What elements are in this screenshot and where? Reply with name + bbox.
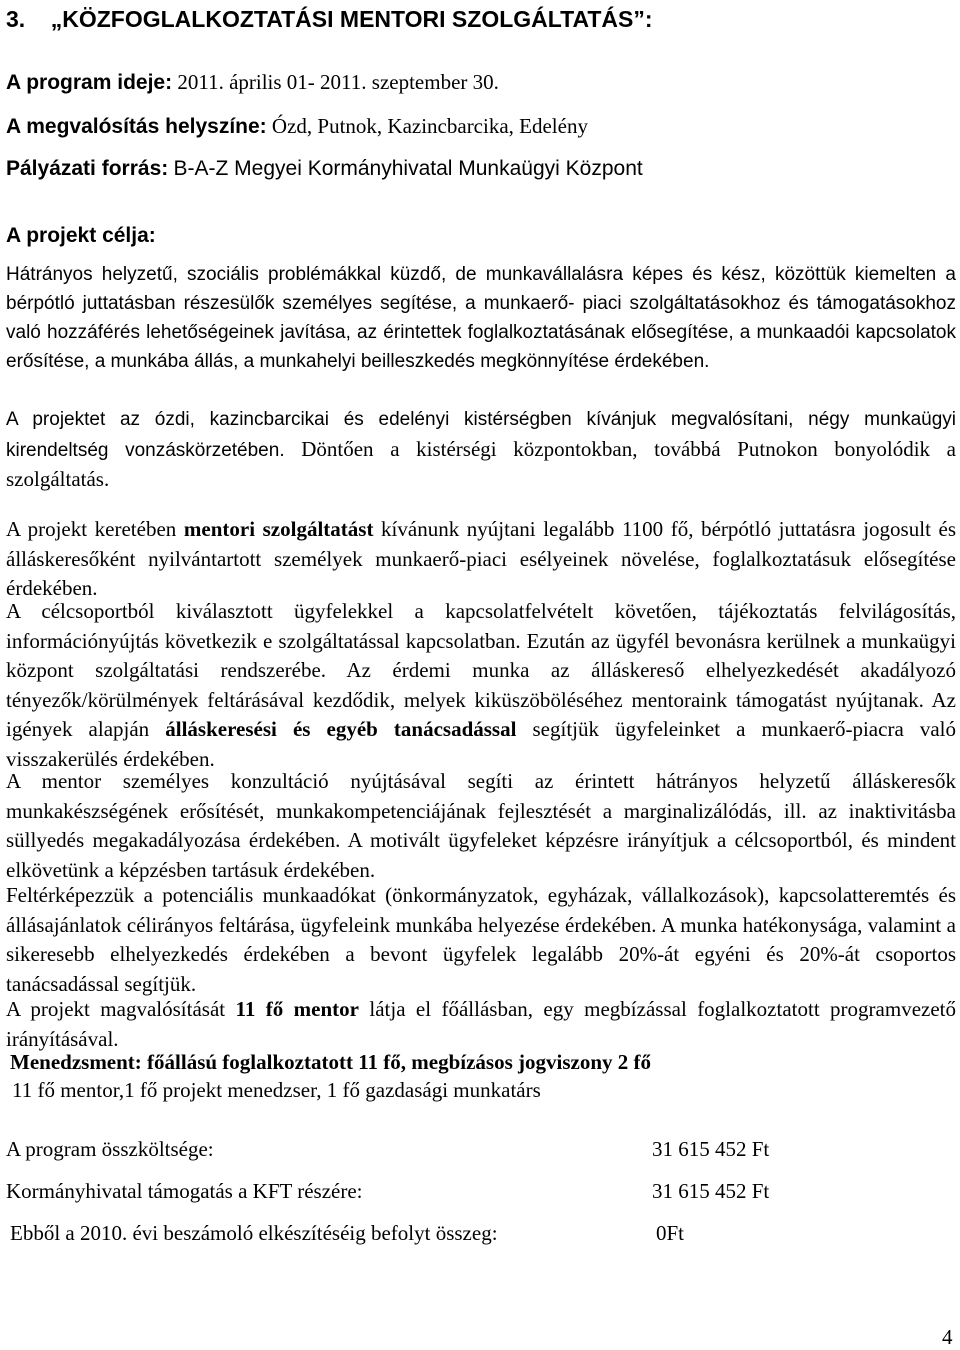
body-paragraph-4: Feltérképezzük a potenciális munkaadókat (önkormányzatok, egyházak, vállalkozások), kapcsolatteremtés és állásajánlatok célirányos feltárása, ügyfeleink munkába helyezése érdekében. A munka hatékonysága, valamint a sikeresebb elhelyezkedés érdekében a bevont ügyfelek legalább 20%-át egyéni és 20%-át csoportos tanácsadással segítjük. [6, 883, 956, 996]
body-paragraph-1 [6, 515, 956, 604]
management-line: Menedzsment: főállású foglalkoztatott 11 fő, megbízásos jogviszony 2 fő [10, 1050, 652, 1074]
goal-paragraph-2-a: A projektet az ózdi, kazincbarcikai és edelényi kistérségben kívánjuk megvalósítani, négy munkaügyi kirendeltség vonzáskörzetében. [6, 409, 956, 461]
funding-source-label: Pályázati forrás: [6, 157, 169, 180]
goal-heading: A projekt célja: [6, 224, 156, 247]
section-title [6, 6, 653, 33]
body-paragraph-3: A mentor személyes konzultáció nyújtásával segíti az érintett hátrányos helyzetű álláskeresők munkakészségének erősítését, munkakompetenciájának fejlesztését a marginalizálódás, ill. az inaktivitásba süllyedés megakadályozása érdekében. A motivált ügyfeleket képzésre irányítjuk a célcsoportból, és mindent elkövetünk a képzésben tartásuk érdekében. [6, 769, 956, 882]
program-duration-value: 2011. április 01- 2011. szeptember 30. [177, 70, 499, 94]
body-paragraph-1-c: kívánunk nyújtani legalább 1100 fő, bérpótló juttatásra jogosult és álláskeresőként nyilvántartott személyek munkaerő-piaci esélyeinek növelése, foglalkoztatásuk elősegítése érdekében. [6, 517, 956, 600]
program-duration-label: A program ideje: [6, 71, 173, 94]
goal-paragraph-2 [6, 404, 956, 495]
body-paragraph-5-bold: 11 fő mentor [235, 997, 359, 1021]
body-paragraph-5-a: A projekt magvalósítását [6, 997, 236, 1021]
goal-paragraph-1: Hátrányos helyzetű, szociális problémákkal küzdő, de munkavállalásra képes és kész, közöttük kiemelten a bérpótló juttatásban részesülők személyes segítése, a munkaerő- piaci szolgáltatásokhoz és támogatásokhoz való hozzáférés lehetőségeinek javítása, az érintettek foglalkoztatásának elősegítése, a munkaadói kapcsolatok erősítése, a munkába állás, a munkahelyi beilleszkedés megkönnyítése érdekében. [6, 264, 956, 372]
funding-source [6, 156, 643, 181]
section-number: 3. [6, 6, 26, 32]
program-location [6, 114, 588, 139]
total-cost-value: 31 615 452 Ft [652, 1137, 770, 1161]
body-paragraph-1-bold: mentori szolgáltatást [183, 517, 374, 541]
funding-source-value: B-A-Z Megyei Kormányhivatal Munkaügyi Központ [173, 157, 643, 180]
section-title-text: „KÖZFOGLALKOZTATÁSI MENTORI SZOLGÁLTATÁS”: [50, 6, 653, 32]
body-paragraph-2-a: A célcsoportból kiválasztott ügyfelekkel a kapcsolatfelvételt követően, tájékoztatás felvilágosítás, információnyújtás következik e szolgáltatással kapcsolatban. Ezután az ügyfél bevonásra kerülnek a munkaügyi központ szolgáltatási rendszerébe. Az érdemi munka az álláskereső elhelyezkedését akadályozó tényezők/körülmények feltárásával kezdődik, melyek kiküszöböléséhez mentoraink támogatást nyújtanak. Az igények alapján [6, 599, 956, 741]
report-amount-label: Ebből a 2010. évi beszámoló elkészítéséig befolyt összeg: [10, 1221, 498, 1245]
body-paragraph-2 [6, 597, 956, 774]
support-label: Kormányhivatal támogatás a KFT részére: [6, 1179, 363, 1203]
body-paragraph-1-a: A projekt keretében [6, 517, 184, 541]
report-amount-value: 0Ft [656, 1221, 685, 1245]
body-paragraph-5 [6, 995, 956, 1054]
body-paragraph-2-bold: álláskeresési és egyéb tanácsadással [165, 717, 517, 741]
body-paragraph-2-c: segítjük ügyfeleinket a munkaerő-piacra való visszakerülés érdekében. [6, 717, 956, 771]
goal-paragraph-2-b: Döntően a kistérségi központokban, továbbá Putnokon bonyolódik a szolgáltatás. [6, 436, 956, 491]
support-value: 31 615 452 Ft [652, 1179, 770, 1203]
body-paragraph-5-c: látja el főállásban, egy megbízással foglalkoztatott programvezető irányításával. [6, 997, 956, 1051]
staff-line: 11 fő mentor,1 fő projekt menedzser, 1 fő gazdasági munkatárs [12, 1078, 541, 1102]
total-cost-label: A program összköltsége: [6, 1137, 214, 1161]
program-location-value: Ózd, Putnok, Kazincbarcika, Edelény [271, 114, 588, 138]
program-duration [6, 70, 499, 95]
program-location-label: A megvalósítás helyszíne: [6, 115, 267, 138]
page-number: 4 [942, 1325, 953, 1349]
